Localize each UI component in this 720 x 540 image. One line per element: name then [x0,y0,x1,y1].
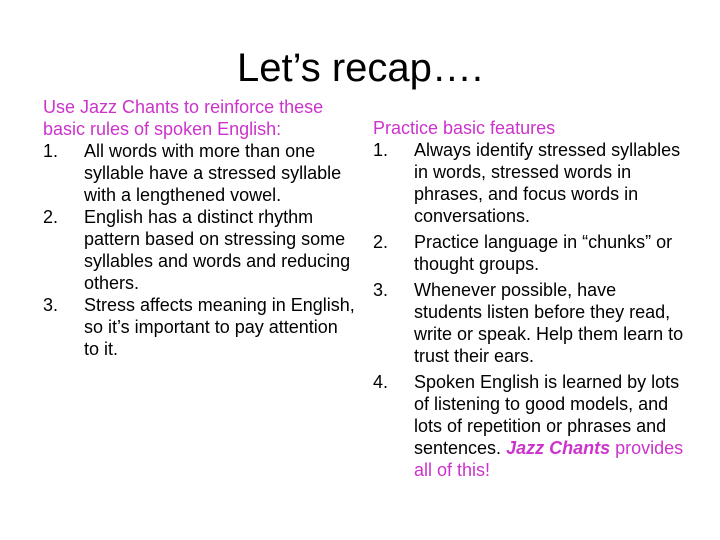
list-item-text: Always identify stressed syllables in words, stressed words in phrases, and focus words in conversations. [414,140,681,226]
list-item [43,140,355,206]
list-number: 3. [373,280,389,300]
list-number: 1. [373,140,389,160]
list-item [373,231,688,275]
list-item [373,371,688,481]
list-item-text: Practice language in “chunks” or thought groups. [414,232,673,274]
list-item-text: All words with more than one syllable have a stressed syllable with a lengthened vowel. [84,141,342,205]
list-item [43,294,355,360]
list-item-text: Whenever possible, have students listen before they read, write or speak. Help them learn to trust their ears. [414,280,684,366]
slide-title: Let’s recap…. [236,46,484,90]
list-item [373,139,688,227]
list-number: 3. [43,295,59,315]
list-number: 2. [43,207,59,227]
list-item [43,206,355,294]
right-column [373,117,688,485]
left-intro: Use Jazz Chants to reinforce these basic rules of spoken English: [43,97,324,139]
list-item-text: Spoken English is learned by lots of listening to good models, and lots of repetition or phrases and sentences. [414,372,680,458]
list-number: 4. [373,372,389,392]
list-number: 2. [373,232,389,252]
highlight-rest: provides all of this! [414,438,684,480]
left-column [43,96,355,360]
list-item-text: English has a distinct rhythm pattern based on stressing some syllables and words and reducing others. [84,207,351,293]
right-intro: Practice basic features [373,118,556,138]
jazz-chants-highlight: Jazz Chants [506,438,611,458]
right-feature-list [373,139,688,481]
list-item-text: Stress affects meaning in English, so it’s important to pay attention to it. [84,295,355,359]
left-rule-list [43,140,355,360]
list-item [373,279,688,367]
list-number: 1. [43,141,59,161]
